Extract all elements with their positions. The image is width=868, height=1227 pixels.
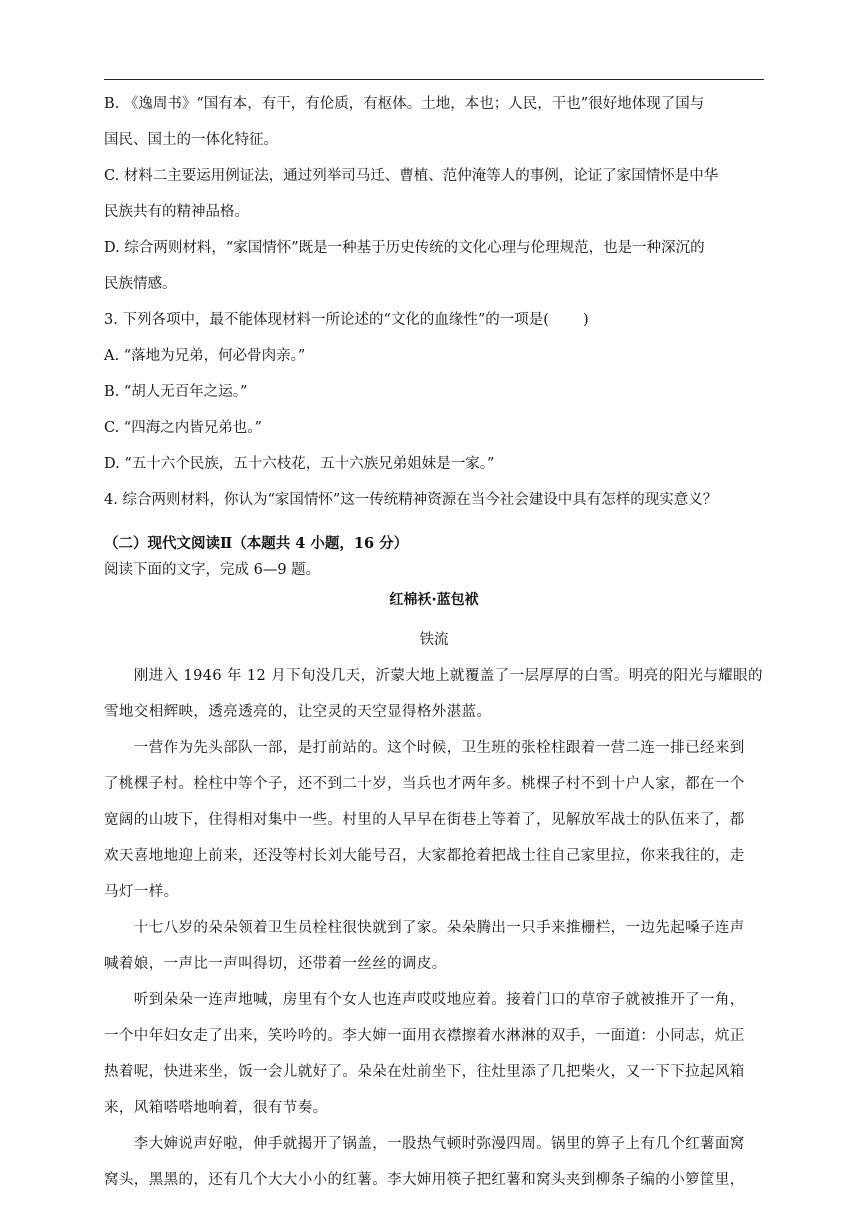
section-instruction: 阅读下面的文字，完成 6—9 题。 <box>104 562 321 578</box>
q3-option-c: C. “四海之内皆兄弟也。” <box>104 420 262 436</box>
question-3-stem <box>104 302 764 338</box>
question-3-text: 3. 下列各项中，最不能体现材料一所论述的“文化的血缘性”的一项是( <box>104 312 549 328</box>
story-line: 听到朵朵一连声地喊，房里有个女人也连声哎哎地应着。接着门口的草帘子就被推开了一角， <box>104 992 745 1008</box>
section-heading: （二）现代文阅读Ⅱ（本题共 4 小题，16 分） <box>104 535 409 552</box>
story-line: 十七八岁的朵朵领着卫生员栓柱很快就到了家。朵朵腾出一只手来推栅栏，一边先起嗓子连声 <box>104 920 745 936</box>
story-line: 李大婶说声好啦，伸手就揭开了锅盖，一股热气顿时弥漫四周。锅里的箅子上有几个红薯面窝 <box>104 1136 745 1152</box>
option-line: D. 综合两则材料，“家国情怀”既是一种基于历史传统的文化心理与伦理规范，也是一种深沉的 <box>104 240 705 256</box>
story-line: 来，风箱嗒嗒地响着，很有节奏。 <box>104 1100 328 1116</box>
spacer <box>104 518 764 530</box>
story-line: 宽阔的山坡下，住得相对集中一些。村里的人早早在街巷上等着了，见解放军战士的队伍来了，都 <box>104 812 745 828</box>
exam-page <box>104 86 764 1198</box>
option-line: B. 《逸周书》“国有本，有干，有伦质，有枢体。土地，本也；人民，干也”很好地体现了国与 <box>104 96 705 112</box>
story-line: 一个中年妇女走了出来，笑吟吟的。李大婶一面用衣襟擦着水淋淋的双手，一面道：小同志，炕正 <box>104 1028 745 1044</box>
story-line: 了桃棵子村。栓柱中等个子，还不到二十岁，当兵也才两年多。桃棵子村不到十户人家，都在一个 <box>104 776 745 792</box>
question-3-paren-close: ) <box>582 312 589 328</box>
header-rule <box>104 79 764 80</box>
story-author: 铁流 <box>419 632 449 648</box>
story-line: 喊着娘，一声比一声叫得切，还带着一丝丝的调皮。 <box>104 956 447 972</box>
q3-option-d: D. “五十六个民族，五十六枝花，五十六族兄弟姐妹是一家。” <box>104 456 495 472</box>
story-title: 红棉袄·蓝包袱 <box>389 592 479 608</box>
story-body <box>104 658 764 1198</box>
option-line: C. 材料二主要运用例证法，通过列举司马迁、曹植、范仲淹等人的事例，论证了家国情怀是中华 <box>104 168 719 184</box>
q3-option-b: B. “胡人无百年之运。” <box>104 384 248 400</box>
question-4-stem: 4. 综合两则材料，你认为“家国情怀”这一传统精神资源在当今社会建设中具有怎样的现实意义？ <box>104 492 718 508</box>
q2-option-c <box>104 158 764 230</box>
story-line: 刚进入 1946 年 12 月下旬没几天，沂蒙大地上就覆盖了一层厚厚的白雪。明亮的阳光与耀眼的 <box>104 668 763 684</box>
story-line: 热着呢，快进来坐，饭一会儿就好了。朵朵在灶前坐下，往灶里添了几把柴火，又一下下拉起风箱 <box>104 1064 745 1080</box>
q3-option-a: A. “落地为兄弟，何必骨肉亲。” <box>104 348 306 364</box>
story-line: 一营作为先头部队一部，是打前站的。这个时候，卫生班的张栓柱跟着一营二连一排已经来到 <box>104 740 745 756</box>
option-line: 国民、国土的一体化特征。 <box>104 132 278 148</box>
option-line: 民族情感。 <box>104 276 177 292</box>
story-line: 马灯一样。 <box>104 884 179 900</box>
story-line: 雪地交相辉映，透亮透亮的，让空灵的天空显得格外湛蓝。 <box>104 704 492 720</box>
story-line: 欢天喜地地迎上前来，还没等村长刘大能号召，大家都抢着把战士往自己家里拉，你来我往的，走 <box>104 848 745 864</box>
q2-option-d <box>104 230 764 302</box>
option-line: 民族共有的精神品格。 <box>104 204 249 220</box>
q2-option-b <box>104 86 764 158</box>
story-line: 窝头，黑黑的，还有几个大大小小的红薯。李大婶用筷子把红薯和窝头夹到柳条子编的小箩筐里， <box>104 1172 745 1188</box>
